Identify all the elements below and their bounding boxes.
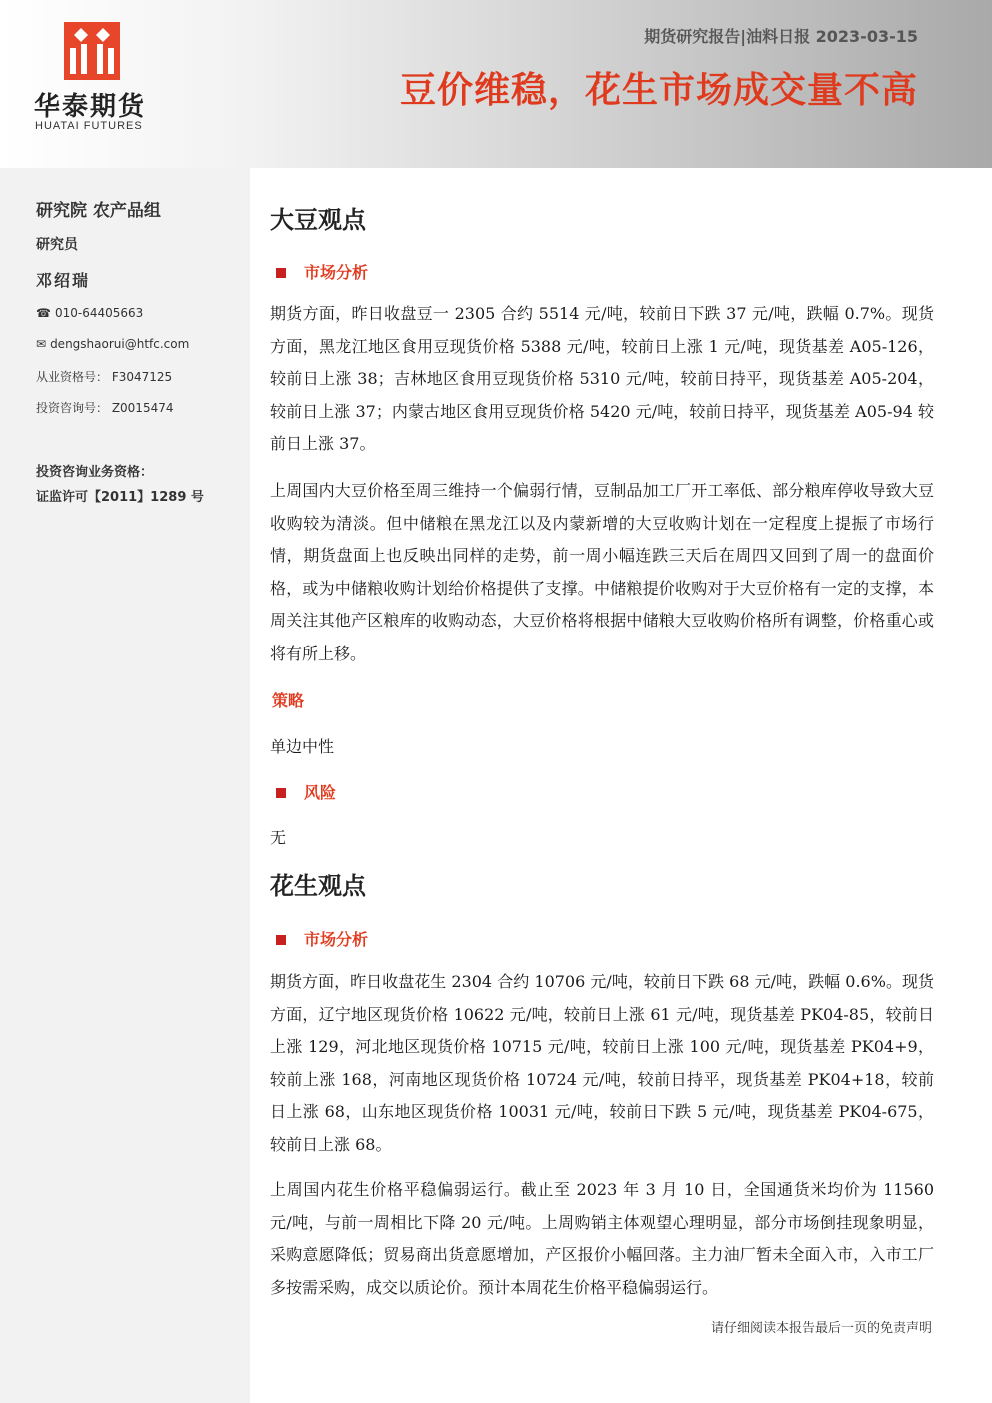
soy-risk-label: 风险: [304, 783, 337, 802]
soy-section-title: 大豆观点: [270, 206, 366, 234]
report-meta: 期货研究报告|油料日报 2023-03-15: [644, 27, 918, 46]
soy-market-paragraph-2: 上周国内大豆价格至周三维持一个偏弱行情，豆制品加工厂开工率低、部分粮库停收导致大豆收购较为清淡。但中储粮在黑龙江以及内蒙新增的大豆收购计划在一定程度上提振了市场行情，期货盘面上也反映出同样的走势，前一周小幅连跌三天后在周四又回到了周一的盘面价格，或为中储粮收购计划给价格提供了支撑。中储粮提价收购对于大豆价格有一定的支撑，本周关注其他产区粮库的收购动态，大豆价格将根据中储粮大豆收购价格所有调整，价格重心或将有所上移。: [270, 481, 934, 663]
practitioner-cert: 从业资格号： F3047125: [36, 370, 173, 384]
disclaimer-footer: 请仔细阅读本报告最后一页的免责声明: [710, 1321, 932, 1336]
author-sidebar: [0, 168, 250, 1403]
peanut-market-paragraph-1: 期货方面，昨日收盘花生 2304 合约 10706 元/吨，较前日下跌 68 元/吨，跌幅 0.6%。现货方面，辽宁地区现货价格 10622 元/吨，较前日上涨 61 元/吨，现货基差 PK04-85，较前日上涨 129，河北地区现货价格 10715 元/吨，较前日上涨 100 元/吨，现货基差 PK04+9，较前上涨 168，河南地区现货价格 10724 元/吨，较前日持平，现货基差 PK04+18，较前日上涨 68，山东地区现货价格 10031 元/吨，较前日下跌 5 元/吨，现货基差 PK04-675，较前日上涨 68。: [270, 972, 934, 1154]
report-header: [0, 0, 992, 168]
peanut-section-title: 花生观点: [270, 872, 366, 900]
soy-market-paragraph-1: 期货方面，昨日收盘豆一 2305 合约 5514 元/吨，较前日下跌 37 元/吨，跌幅 0.7%。现货方面，黑龙江地区食用豆现货价格 5388 元/吨，较前日上涨 1 元/吨，现货基差 A05-126，较前日上涨 38；吉林地区食用豆现货价格 5310 元/吨，较前日持平，现货基差 A05-204，较前日上涨 37；内蒙古地区食用豆现货价格 5420 元/吨，较前日持平，现货基差 A05-94 较前日上涨 37。: [270, 304, 934, 454]
author-email: [36, 337, 189, 351]
bullet-square-icon: [276, 935, 286, 945]
peanut-market-label: 市场分析: [304, 930, 369, 949]
email-address[interactable]: dengshaorui@htfc.com: [50, 337, 190, 351]
author-phone: [36, 306, 143, 320]
phone-icon: ☎: [36, 306, 51, 320]
soy-risk-heading: [276, 780, 336, 803]
huatai-logo-icon: [64, 22, 120, 80]
qualification-label: 投资咨询业务资格：: [36, 465, 154, 480]
envelope-icon: ✉: [36, 337, 47, 351]
author-role: 研究员: [36, 237, 78, 253]
soy-market-label: 市场分析: [304, 263, 369, 282]
advisor-cert: 投资咨询号： Z0015474: [36, 401, 174, 415]
peanut-market-heading: [276, 927, 368, 950]
author-name: 邓绍瑞: [36, 271, 91, 290]
soy-risk-text: 无: [270, 828, 287, 847]
brand-name-en: HUATAI FUTURES: [35, 120, 143, 132]
soy-strategy-text: 单边中性: [270, 737, 335, 756]
bullet-square-icon: [276, 788, 286, 798]
report-title: 豆价维稳，花生市场成交量不高: [399, 70, 918, 111]
soy-strategy-heading: 策略: [272, 691, 305, 710]
soy-market-heading: [276, 260, 368, 283]
peanut-market-paragraph-2: 上周国内花生价格平稳偏弱运行。截止至 2023 年 3 月 10 日，全国通货米均价为 11560 元/吨，与前一周相比下降 20 元/吨。上周购销主体观望心理明显，部分市场倒挂现象明显，采购意愿降低；贸易商出货意愿增加，产区报价小幅回落。主力油厂暂未全面入市，入市工厂多按需采购，成交以质论价。预计本周花生价格平稳偏弱运行。: [270, 1180, 934, 1297]
brand-name-cn: 华泰期货: [34, 92, 147, 122]
department: 研究院 农产品组: [36, 201, 161, 221]
phone-number: 010-64405663: [54, 306, 144, 320]
bullet-square-icon: [276, 268, 286, 278]
qualification-value: 证监许可【2011】1289 号: [36, 490, 204, 505]
